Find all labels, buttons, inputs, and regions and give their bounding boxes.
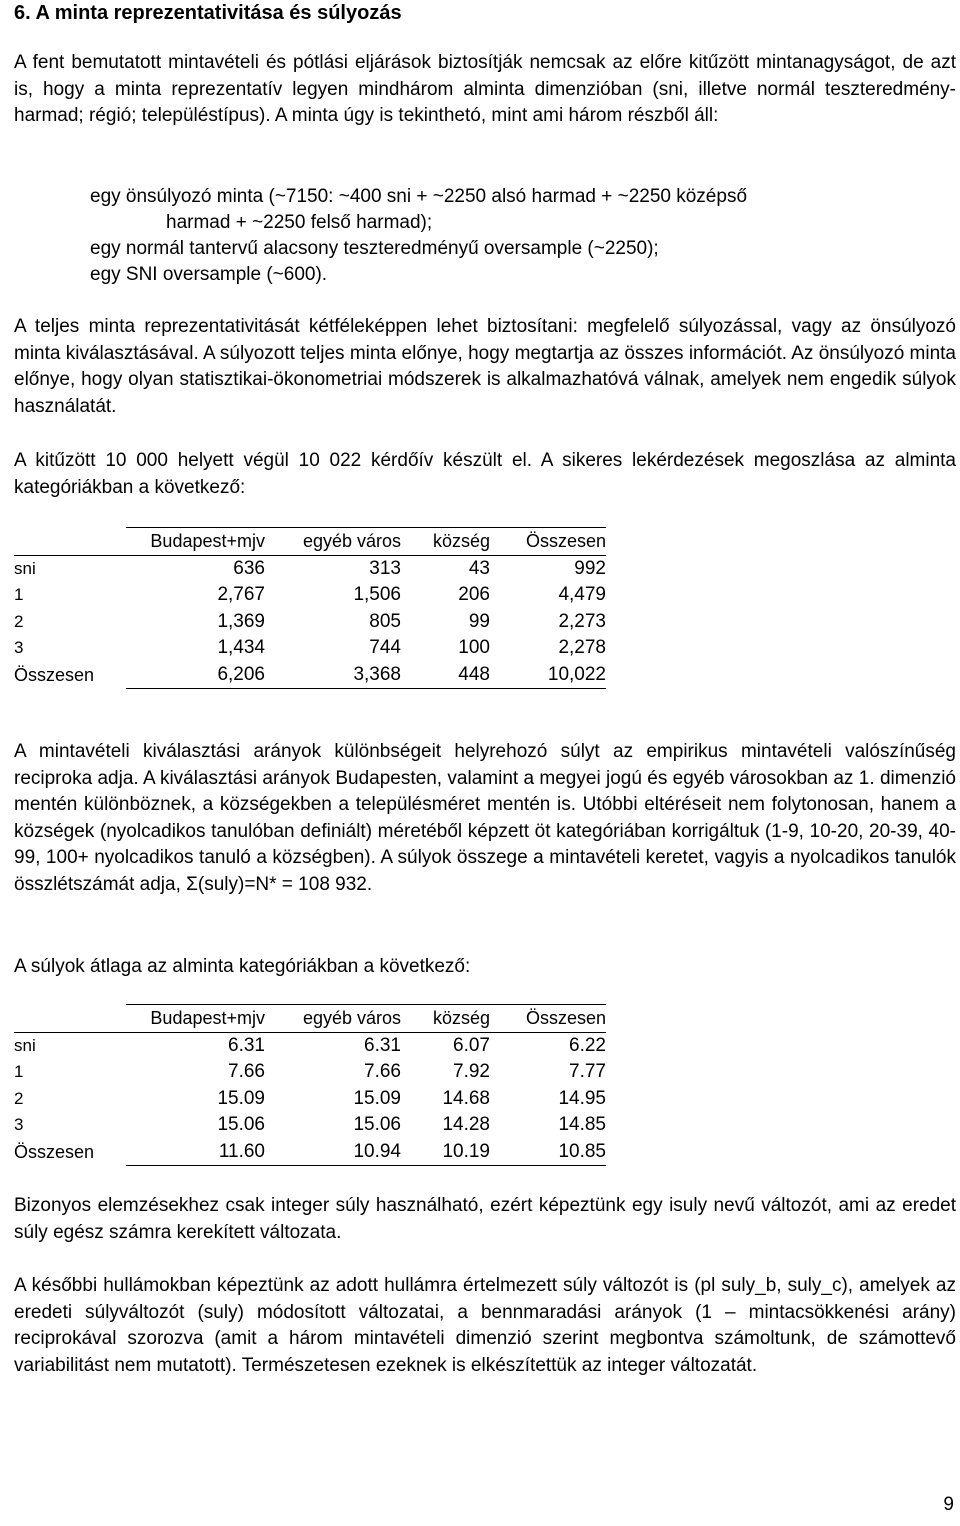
table-cell: 313 [369, 557, 401, 579]
table-cell: 100 [458, 637, 490, 658]
table-cell: 6.07 [453, 1034, 490, 1056]
table-row [14, 1112, 606, 1139]
section-heading: 6. A minta reprezentativitása és súlyozás [14, 2, 402, 24]
table-cell: 14.68 [442, 1087, 490, 1109]
average-weights-table [14, 1004, 606, 1166]
table-row [14, 1059, 606, 1086]
list-item-low-score-oversample: egy normál tantervű alacsony teszteredményű oversample (~2250); [90, 238, 659, 259]
table-cell: 7.92 [453, 1061, 490, 1082]
table-cell: 7.77 [569, 1061, 606, 1082]
table-cell: 10,022 [490, 662, 606, 689]
page-number: 9 [943, 1494, 954, 1515]
table-row [14, 1032, 606, 1059]
sample-parts-list [90, 184, 956, 288]
table-cell: 10.85 [490, 1139, 606, 1166]
table-header-corner [14, 528, 126, 556]
column-header: egyéb város [265, 1005, 401, 1033]
table-cell: 6.31 [228, 1034, 265, 1056]
column-header: Budapest+mjv [126, 1005, 265, 1033]
paragraph-weights-average: A súlyok átlaga az alminta kategóriákban a következő: [14, 956, 471, 977]
table-cell: 1,369 [217, 610, 265, 632]
paragraph-intro: A fent bemutatott mintavételi és pótlási eljárások biztosítják nemcsak az előre kitűzött mintanagyságot, de azt is, hogy a minta reprezentatív legyen mindhárom alminta dimenzióban (sni, illetve normál teszteredmény-harmad; régió; településtípus). A minta úgy is tekinthetó, mint ami három részből áll: [14, 52, 956, 126]
table-cell: 7.66 [364, 1061, 401, 1082]
table-cell: 2,278 [558, 637, 606, 658]
table-cell: 43 [468, 557, 490, 579]
table-cell: 15.06 [353, 1114, 401, 1135]
table-row [14, 1139, 606, 1166]
column-header: Budapest+mjv [126, 528, 265, 556]
table-cell: 15.09 [217, 1087, 265, 1109]
column-header: Összesen [490, 1005, 606, 1033]
table-row [14, 555, 606, 582]
table-cell: 99 [468, 610, 490, 632]
table-cell: 1,434 [217, 637, 265, 658]
table-cell: 6.31 [364, 1034, 401, 1056]
list-item-sni-oversample: egy SNI oversample (~600). [90, 264, 328, 285]
row-label: sni [14, 558, 36, 578]
table-cell: 206 [458, 584, 490, 605]
table-cell: 6,206 [126, 662, 265, 689]
row-label: Összesen [14, 1141, 95, 1162]
table-cell: 744 [369, 637, 401, 658]
table-row [14, 1086, 606, 1113]
table-cell: 10.94 [265, 1139, 401, 1166]
table-row [14, 582, 606, 609]
table-header-row [14, 1005, 606, 1033]
row-label: 2 [14, 1088, 24, 1108]
paragraph-representativeness: A teljes minta reprezentativitását kétféleképpen lehet biztosítani: megfelelő súlyozással, vagy az önsúlyozó minta kiválasztásával. A súlyozott teljes minta előnye, hogy megtartja az összes információt. Az önsúlyozó minta előnye, hogy olyan statisztikai-ökonometriai módszerek is alkalmazhatóvá válnak, amelyek nem engedik súlyok használatát. [14, 316, 957, 417]
table-cell: 448 [401, 662, 490, 689]
table-body [14, 1032, 606, 1166]
table-cell: 7.66 [228, 1061, 265, 1082]
table-cell: 992 [574, 557, 606, 579]
paragraph-integer-weight: Bizonyos elemzésekhez csak integer súly használható, ezért képeztünk egy isuly nevű változót, ami az eredet súly egész számra kerekített változata. [14, 1195, 956, 1243]
table-cell: 805 [369, 610, 401, 632]
table-header-corner [14, 1005, 126, 1033]
row-label: 1 [14, 585, 24, 604]
row-label: 2 [14, 611, 24, 631]
column-header: község [401, 1005, 490, 1033]
row-label: sni [14, 1035, 36, 1055]
paragraph-completed-surveys: A kitűzött 10 000 helyett végül 10 022 kérdőív készült el. A sikeres lekérdezések megoszlása az alminta kategóriákban a következő: [14, 450, 956, 498]
paragraph-weights: A mintavételi kiválasztási arányok különbségeit helyrehozó súlyt az empirikus mintavételi valószínűség reciproka adja. A kiválasztási arányok Budapesten, valamint a megyei jogú és egyéb városokban az 1. dimenzió mentén különböznek, a községekben a településméret mentén is. Utóbbi eltéréseit nem folytonosan, hanem a községek (nyolcadikos tanulóban definiált) méretéből képzett öt kategóriában korrigáltuk (1-9, 10-20, 20-39, 40-99, 100+ nyolcadikos tanuló a községben). A súlyok összege a mintavételi keretet, vagyis a nyolcadikos tanulók összlétszámát adja, Σ(suly)=N* = 108 932. [14, 741, 956, 895]
table-row [14, 609, 606, 636]
row-label: Összesen [14, 664, 95, 685]
table-cell: 14.85 [558, 1114, 606, 1135]
table-row [14, 662, 606, 689]
table-cell: 6.22 [569, 1034, 606, 1056]
table-cell: 15.09 [353, 1087, 401, 1109]
table-body [14, 555, 606, 689]
table-cell: 636 [233, 557, 265, 579]
paragraph-later-waves: A későbbi hullámokban képeztünk az adott hullámra értelmezett súly változót is (pl suly_b, suly_c), amelyek az eredeti súlyváltozót (suly) módosított változatai, a bennmaradási arányok (1 – mintacsökkenési arány) reciprokával szorozva (amit a három mintavételi dimenzió szerint megbontva számoltunk, de számottevő variabilitást nem mutatott). Természetesen ezeknek is elkészítettük az integer változatát. [14, 1275, 956, 1376]
row-label: 3 [14, 1115, 24, 1134]
list-item-self-weighting: egy önsúlyozó minta (~7150: ~400 sni + ~2250 alsó harmad + ~2250 középső harmad + ~2250 felső harmad); [90, 186, 748, 233]
column-header: Összesen [490, 528, 606, 556]
table-cell: 4,479 [558, 584, 606, 605]
table-cell: 2,273 [558, 610, 606, 632]
table-cell: 3,368 [265, 662, 401, 689]
completed-surveys-table [14, 527, 606, 689]
table-cell: 11.60 [126, 1139, 265, 1166]
table-cell: 14.95 [558, 1087, 606, 1109]
table-cell: 1,506 [353, 584, 401, 605]
row-label: 3 [14, 638, 24, 657]
table-cell: 14.28 [442, 1114, 490, 1135]
table-cell: 2,767 [217, 584, 265, 605]
table-row [14, 635, 606, 662]
table-header-row [14, 528, 606, 556]
table-cell: 10.19 [401, 1139, 490, 1166]
column-header: község [401, 528, 490, 556]
row-label: 1 [14, 1062, 24, 1081]
table-cell: 15.06 [217, 1114, 265, 1135]
column-header: egyéb város [265, 528, 401, 556]
